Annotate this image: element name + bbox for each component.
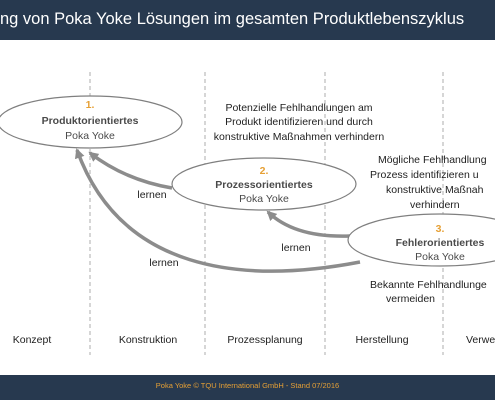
- arrow-label: lernen: [281, 242, 311, 254]
- page-title: ng von Poka Yoke Lösungen im gesamten Produktlebenszyklus: [0, 10, 465, 28]
- note-line: Produkt identifizieren und durch: [225, 116, 373, 128]
- footer-copyright: Poka Yoke © TQU International GmbH - Stand 07/2016: [155, 381, 340, 390]
- note-line: Potenzielle Fehlhandlungen am: [225, 102, 373, 114]
- arrow-label: lernen: [149, 257, 179, 269]
- phase-labels: [13, 334, 495, 346]
- note-line: vermeiden: [386, 293, 436, 305]
- node-number: 1.: [85, 99, 95, 111]
- node-subtitle: Poka Yoke: [65, 130, 115, 142]
- note-line: Bekannte Fehlhandlunge: [370, 279, 487, 291]
- phase-label: Prozessplanung: [227, 334, 303, 346]
- node-subtitle: Poka Yoke: [239, 193, 289, 205]
- node-subtitle: Poka Yoke: [415, 251, 465, 263]
- learn-arrow-3-to-2: [268, 212, 350, 236]
- node-title: Produktorientiertes: [41, 115, 139, 127]
- arrow-label: lernen: [137, 189, 167, 201]
- note-error: [370, 279, 487, 305]
- node-process-oriented: [172, 158, 356, 210]
- node-number: 2.: [259, 165, 269, 177]
- note-line: verhindern: [410, 199, 460, 211]
- footer-bar: [0, 375, 495, 400]
- note-line: konstruktive Maßnah: [386, 184, 484, 196]
- phase-label: Konstruktion: [118, 334, 178, 346]
- node-error-oriented: [348, 214, 495, 266]
- note-product: [214, 102, 385, 143]
- phase-label: Verwe: [466, 334, 495, 346]
- node-title: Fehlerorientiertes: [395, 237, 485, 249]
- node-product-oriented: [0, 96, 182, 148]
- node-title: Prozessorientiertes: [215, 179, 313, 191]
- learn-arrow-2-to-1: [90, 153, 172, 188]
- note-line: Prozess identifizieren u: [370, 169, 479, 181]
- phase-label: Konzept: [12, 334, 52, 346]
- node-number: 3.: [435, 223, 445, 235]
- note-process: [370, 154, 487, 211]
- phase-label: Herstellung: [355, 334, 409, 346]
- note-line: konstruktive Maßnahmen verhindern: [213, 131, 385, 143]
- note-line: Mögliche Fehlhandlung: [378, 154, 487, 166]
